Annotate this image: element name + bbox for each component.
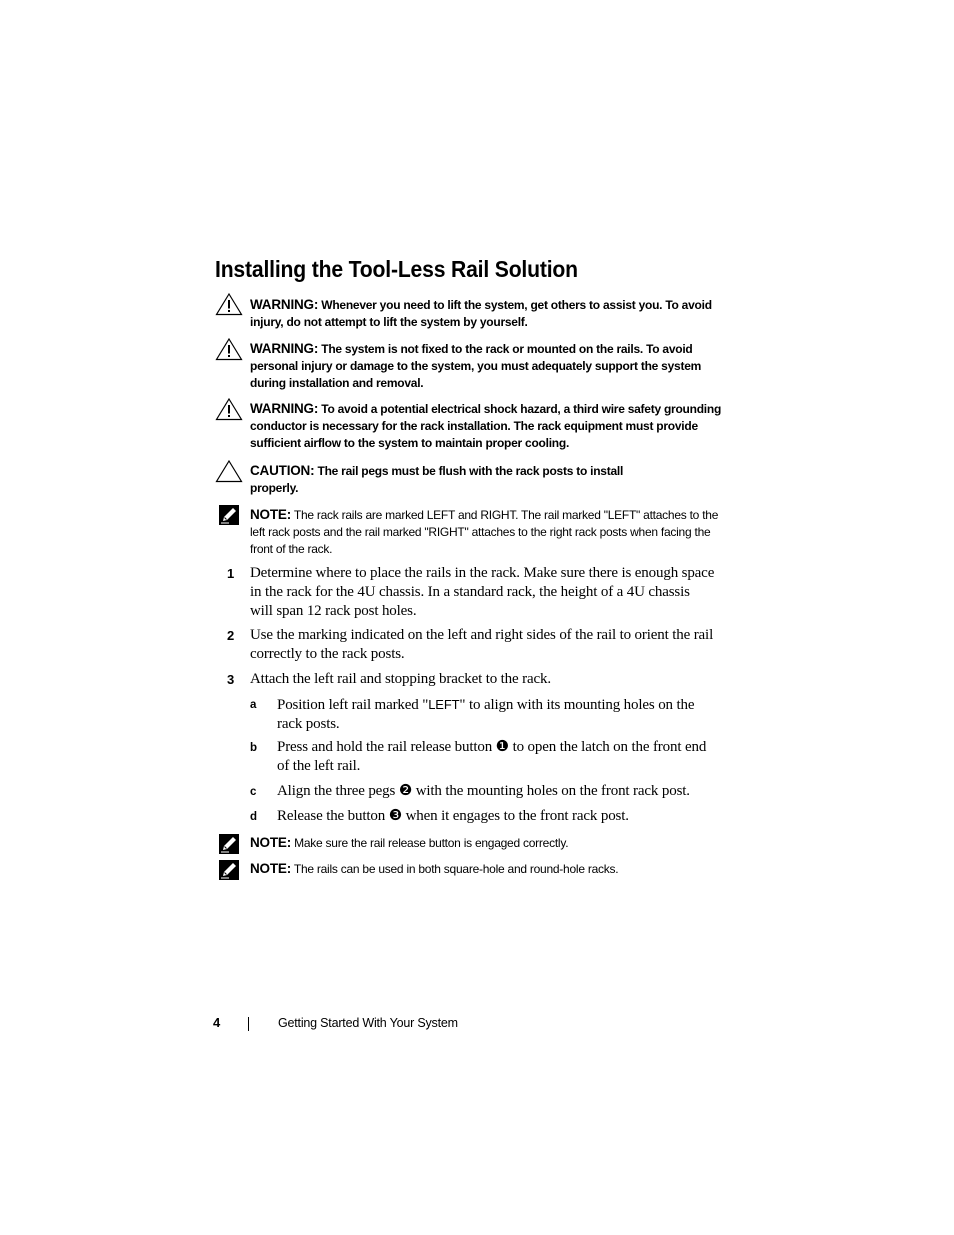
- caution-text: [250, 462, 645, 497]
- step-number: 3: [227, 672, 235, 687]
- substep-text: Release the button ❸ when it engages to the front rack post.: [277, 808, 629, 824]
- warning-text: [250, 296, 725, 331]
- substep-text-start: Position left rail marked ": [277, 697, 429, 713]
- substep-letter: c: [250, 786, 257, 798]
- warning-text: [250, 400, 725, 452]
- warning-triangle-icon: [215, 292, 243, 316]
- warning-label: WARNING:: [250, 341, 319, 356]
- note-label: NOTE:: [250, 507, 291, 522]
- warning-body: The system is not fixed to the rack or mounted on the rails. To avoid personal injury or damage to the system, you must adequately support the system during installation and removal.: [250, 342, 702, 390]
- substep-text: Align the three pegs ❷ with the mounting holes on the front rack post.: [277, 783, 690, 799]
- footer-separator: [248, 1017, 249, 1031]
- note-pencil-icon: [215, 832, 243, 856]
- warning-body: To avoid a potential electrical shock hazard, a third wire safety grounding conductor is necessary for the rack installation. The rack equipment must provide sufficient airflow to the system to maintain proper cooling.: [250, 402, 722, 450]
- note-body: Make sure the rail release button is engaged correctly.: [294, 836, 569, 850]
- step-number: 1: [227, 566, 235, 581]
- warning-body: Whenever you need to lift the system, get others to assist you. To avoid injury, do not attempt to lift the system by yourself.: [250, 298, 712, 329]
- step-text: Use the marking indicated on the left and right sides of the rail to orient the rail correctly to the rack posts.: [250, 627, 714, 662]
- substep-letter: d: [250, 811, 258, 823]
- substep-text-end: " to align with its mounting holes on the rack posts.: [277, 697, 695, 732]
- page-number: 4: [213, 1015, 221, 1030]
- substep-text: [277, 695, 717, 734]
- step-text: Determine where to place the rails in the rack. Make sure there is enough space in the rack for the 4U chassis. In a standard rack, the height of a 4U chassis will span 12 rack post holes.: [250, 565, 715, 619]
- note-text: [250, 860, 725, 878]
- warning-label: WARNING:: [250, 401, 319, 416]
- substep-letter: b: [250, 742, 258, 754]
- note-label: NOTE:: [250, 861, 291, 876]
- note-pencil-icon: [215, 858, 243, 882]
- substep-text: Press and hold the rail release button ❶ to open the latch on the front end of the left rail.: [277, 739, 707, 774]
- caution-triangle-icon: [215, 459, 243, 483]
- footer-section-title: Getting Started With Your System: [278, 1016, 458, 1030]
- warning-label: WARNING:: [250, 297, 319, 312]
- note-body: The rack rails are marked LEFT and RIGHT. The rail marked "LEFT" attaches to the left rack posts and the rail marked "RIGHT" attaches to the right rack posts when facing the front of the rack.: [250, 508, 719, 556]
- warning-triangle-icon: [215, 397, 243, 421]
- caution-body: The rail pegs must be flush with the rack posts to install properly.: [250, 464, 624, 495]
- note-body: The rails can be used in both square-hole and round-hole racks.: [293, 862, 619, 876]
- step-text: Attach the left rail and stopping bracket to the rack.: [250, 671, 551, 687]
- note-text: [250, 506, 725, 558]
- substep-letter: a: [250, 699, 257, 711]
- warning-triangle-icon: [215, 337, 243, 361]
- note-text: [250, 834, 725, 852]
- step-number: 2: [227, 628, 235, 643]
- warning-text: [250, 340, 725, 392]
- left-marking: LEFT: [428, 697, 460, 712]
- page-title: Installing the Tool-Less Rail Solution: [215, 256, 578, 282]
- note-pencil-icon: [215, 503, 243, 527]
- note-label: NOTE:: [250, 835, 291, 850]
- caution-label: CAUTION:: [250, 463, 315, 478]
